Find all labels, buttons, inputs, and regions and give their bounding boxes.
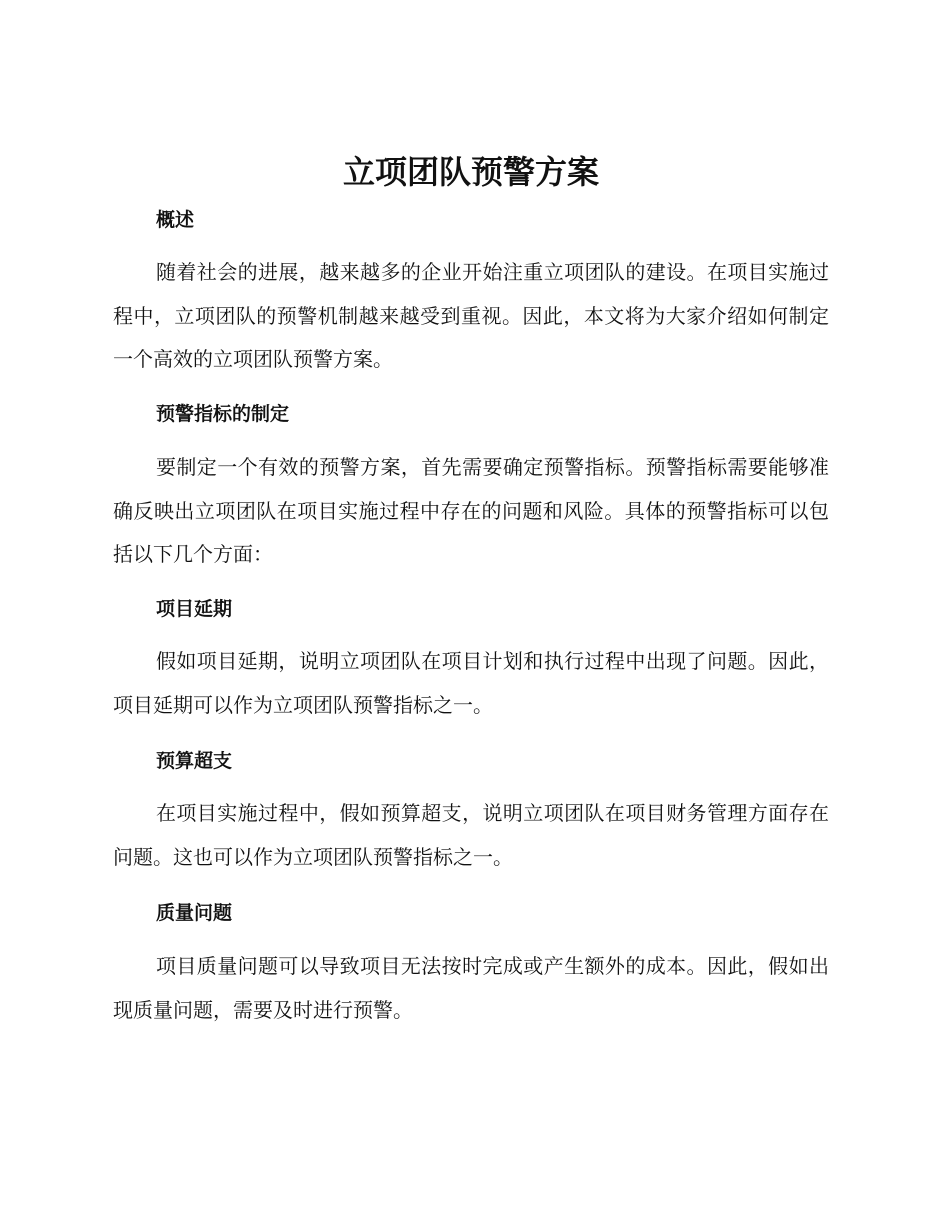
section-paragraph-quality: 项目质量问题可以导致项目无法按时完成或产生额外的成本。因此，假如出现质量问题，需要及时进行预警。 xyxy=(113,954,829,1022)
section-paragraph-delay: 假如项目延期，说明立项团队在项目计划和执行过程中出现了问题。因此，项目延期可以作为立项团队预警指标之一。 xyxy=(113,649,829,717)
section-paragraph-budget: 在项目实施过程中，假如预算超支，说明立项团队在项目财务管理方面存在问题。这也可以作为立项团队预警指标之一。 xyxy=(113,801,829,869)
section-heading-budget: 预算超支 xyxy=(156,750,233,772)
section-paragraph-indicators: 要制定一个有效的预警方案，首先需要确定预警指标。预警指标需要能够准确反映出立项团队在项目实施过程中存在的问题和风险。具体的预警指标可以包括以下几个方面： xyxy=(113,455,829,566)
document-title: 立项团队预警方案 xyxy=(342,153,599,191)
section-heading-quality: 质量问题 xyxy=(156,902,233,924)
section-heading-overview: 概述 xyxy=(156,209,195,231)
section-paragraph-overview: 随着社会的进展，越来越多的企业开始注重立项团队的建设。在项目实施过程中，立项团队的预警机制越来越受到重视。因此，本文将为大家介绍如何制定一个高效的立项团队预警方案。 xyxy=(113,260,829,371)
section-heading-indicators: 预警指标的制定 xyxy=(156,403,290,425)
section-heading-delay: 项目延期 xyxy=(156,598,233,620)
